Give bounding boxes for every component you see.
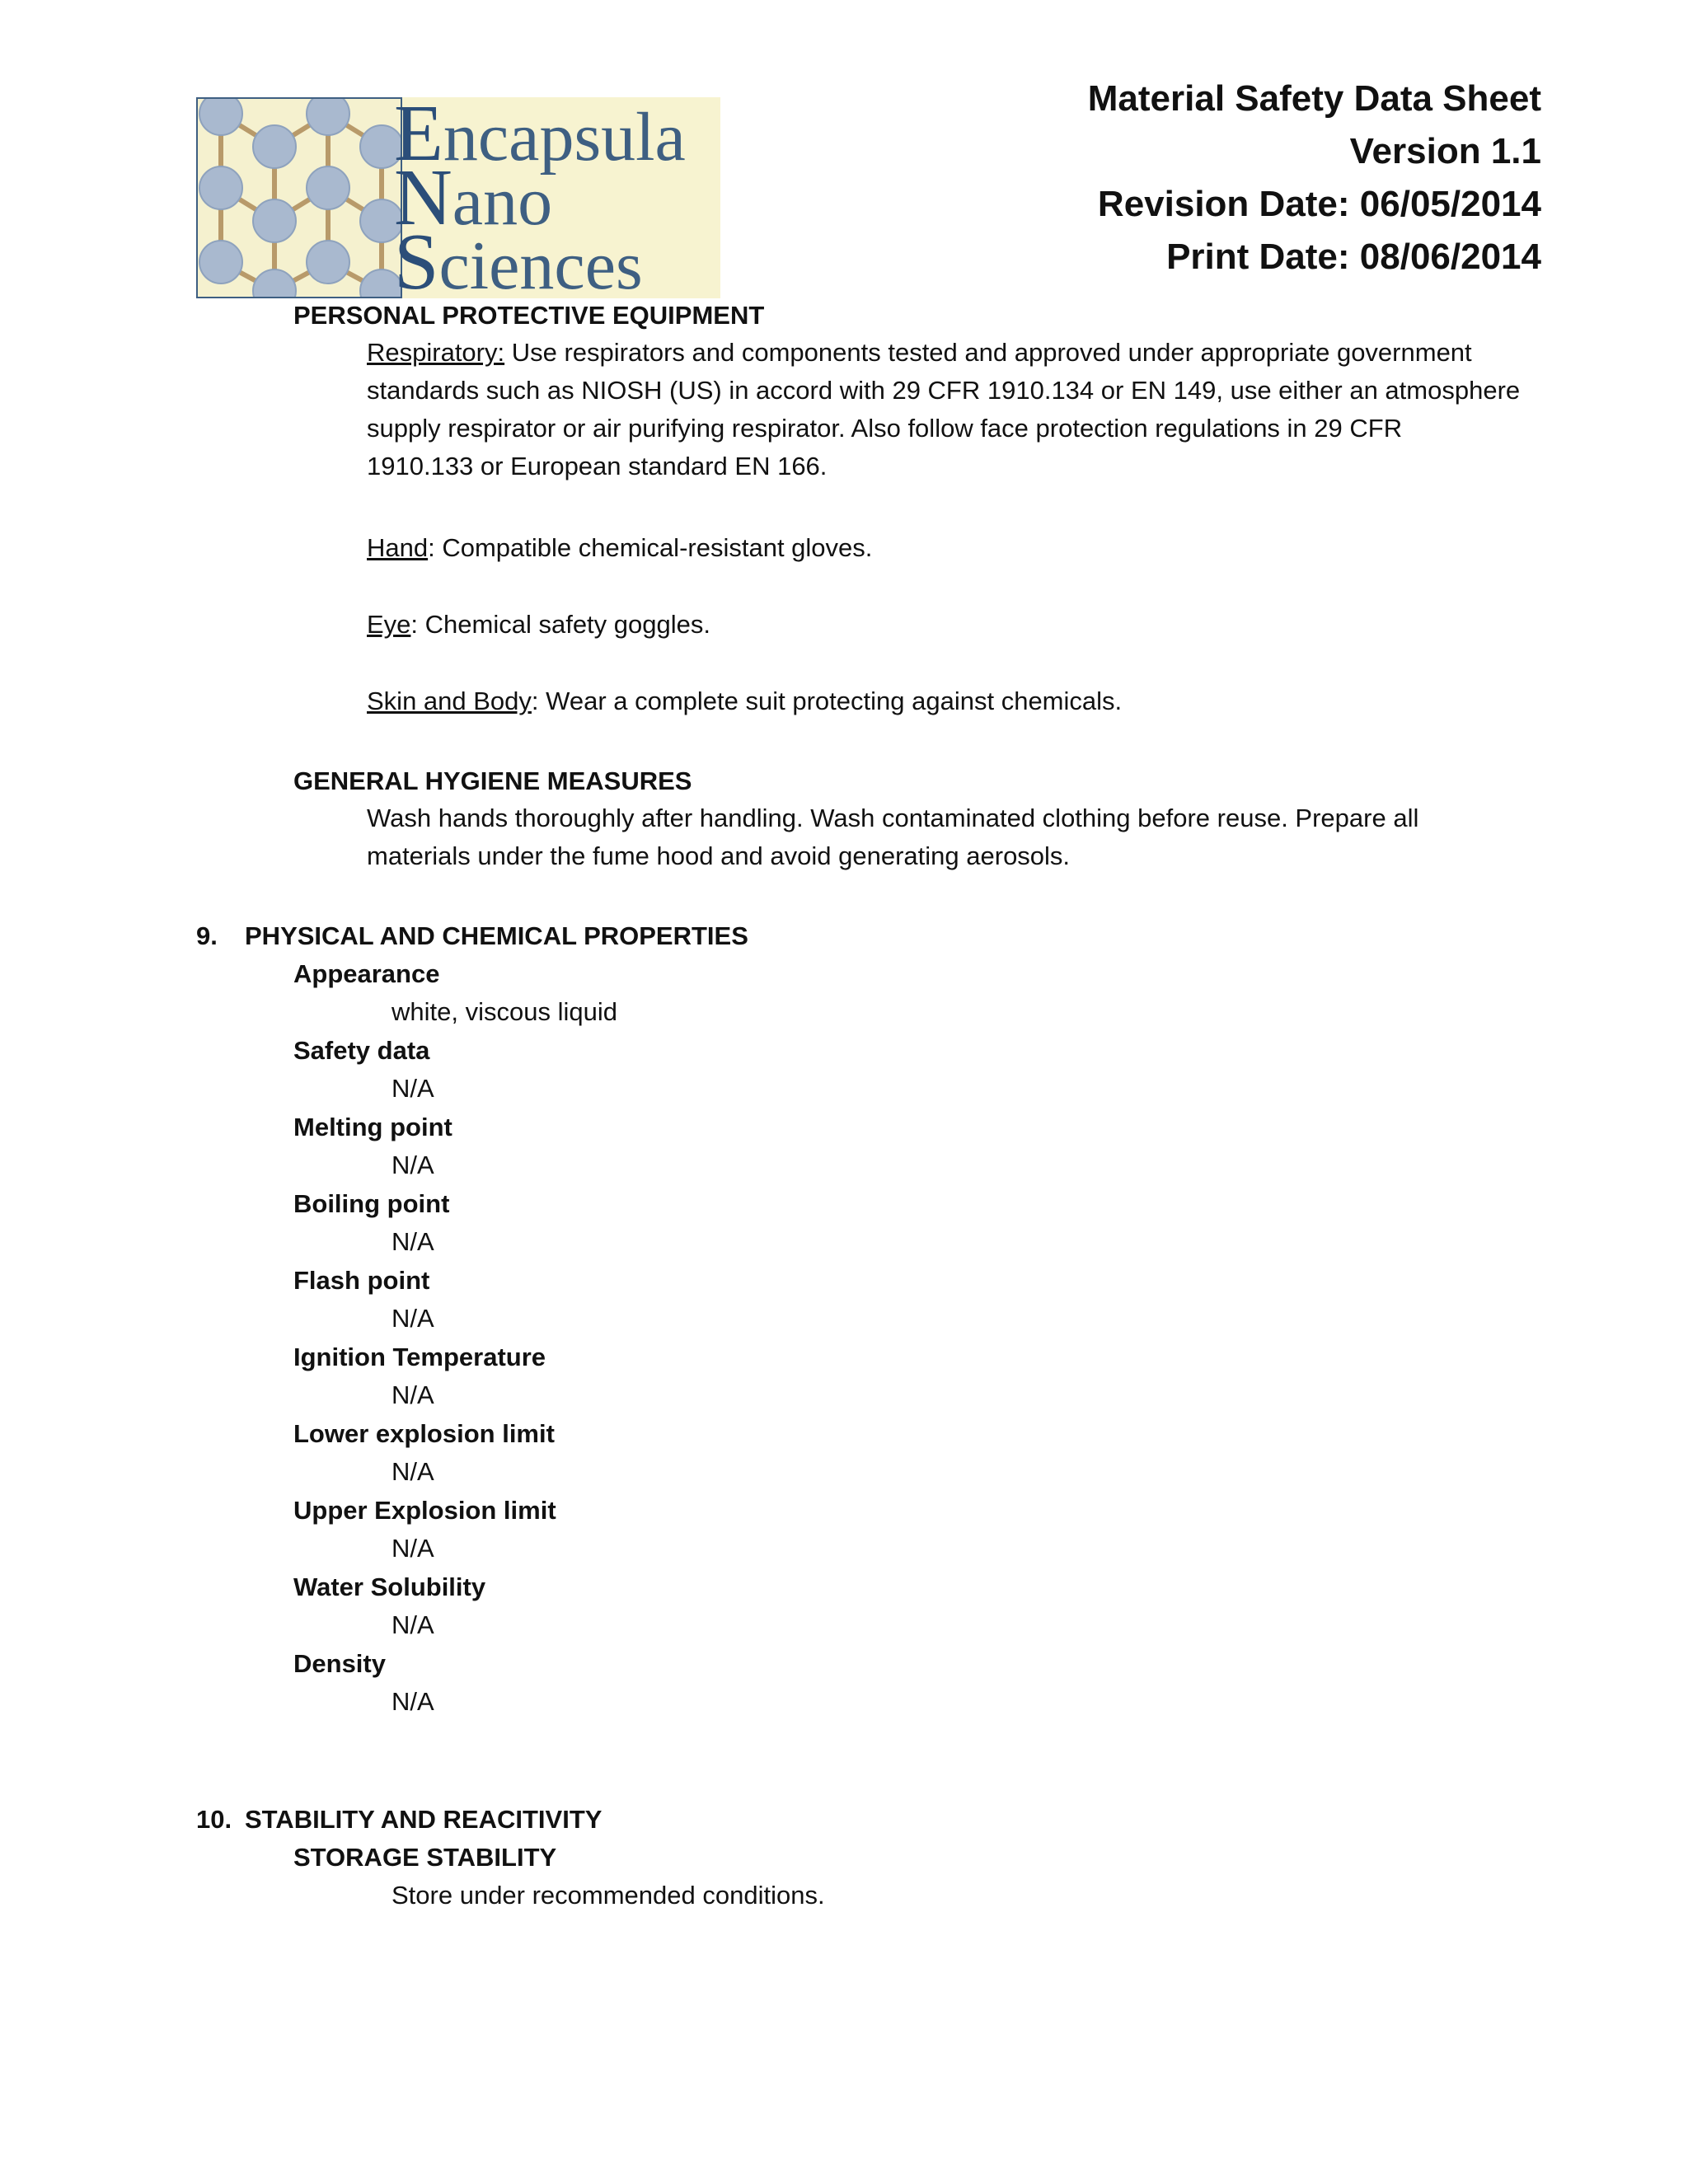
document-title: Material Safety Data Sheet bbox=[1087, 78, 1541, 119]
property-label: Boiling point bbox=[293, 1189, 450, 1218]
print-date: Print Date: 08/06/2014 bbox=[1166, 237, 1541, 277]
ppe-heading: PERSONAL PROTECTIVE EQUIPMENT bbox=[293, 301, 765, 330]
property-label: Appearance bbox=[293, 959, 440, 988]
section-10-number: 10. bbox=[196, 1805, 232, 1834]
respiratory-label: Respiratory: bbox=[367, 338, 505, 367]
property-label: Ignition Temperature bbox=[293, 1343, 546, 1371]
property-label: Water Solubility bbox=[293, 1572, 486, 1601]
hand-protection: Hand: Compatible chemical-resistant gloves. bbox=[367, 533, 873, 562]
company-logo bbox=[196, 97, 720, 298]
property-value: N/A bbox=[392, 1151, 434, 1179]
molecule-lattice-graphic bbox=[196, 97, 402, 298]
logo-wordmark: Encapsula Nano Sciences bbox=[394, 97, 686, 298]
property-value: white, viscous liquid bbox=[392, 997, 617, 1026]
property-value: N/A bbox=[392, 1610, 434, 1639]
revision-date: Revision Date: 06/05/2014 bbox=[1097, 184, 1541, 224]
property-value: N/A bbox=[392, 1227, 434, 1256]
eye-protection: Eye: Chemical safety goggles. bbox=[367, 610, 710, 639]
property-label: Safety data bbox=[293, 1036, 430, 1065]
property-value: N/A bbox=[392, 1457, 434, 1486]
property-label: Melting point bbox=[293, 1113, 452, 1141]
document-header bbox=[1088, 73, 1541, 284]
property-label: Upper Explosion limit bbox=[293, 1496, 556, 1525]
property-label: Lower explosion limit bbox=[293, 1419, 555, 1448]
section-9-title: PHYSICAL AND CHEMICAL PROPERTIES bbox=[245, 921, 748, 950]
section-10-title: STABILITY AND REACITIVITY bbox=[245, 1805, 603, 1834]
storage-stability-heading: STORAGE STABILITY bbox=[293, 1843, 557, 1872]
property-value: N/A bbox=[392, 1380, 434, 1409]
property-label: Flash point bbox=[293, 1266, 430, 1295]
property-value: N/A bbox=[392, 1074, 434, 1103]
section-9-number: 9. bbox=[196, 921, 218, 950]
skin-body-protection: Skin and Body: Wear a complete suit protecting against chemicals. bbox=[367, 687, 1123, 715]
storage-stability-text: Store under recommended conditions. bbox=[392, 1881, 825, 1910]
property-value: N/A bbox=[392, 1304, 434, 1333]
hygiene-heading: GENERAL HYGIENE MEASURES bbox=[293, 766, 692, 795]
document-version: Version 1.1 bbox=[1349, 131, 1541, 171]
property-value: N/A bbox=[392, 1687, 434, 1716]
respiratory-paragraph: Respiratory: Use respirators and components tested and approved under appropriate government standards such as NIOSH (US) in accord with 29 CFR 1910.134 or EN 149, use either an atmosphere supply respirator or air purifying respirator. Also follow face protection regulations in 29 CFR 1910.133 or European standard EN 166. bbox=[367, 338, 1521, 480]
hygiene-paragraph: Wash hands thoroughly after handling. Wash contaminated clothing before reuse. Prepare all materials under the fume hood and avoid generating aerosols. bbox=[367, 804, 1419, 870]
property-label: Density bbox=[293, 1649, 386, 1678]
property-value: N/A bbox=[392, 1534, 434, 1563]
